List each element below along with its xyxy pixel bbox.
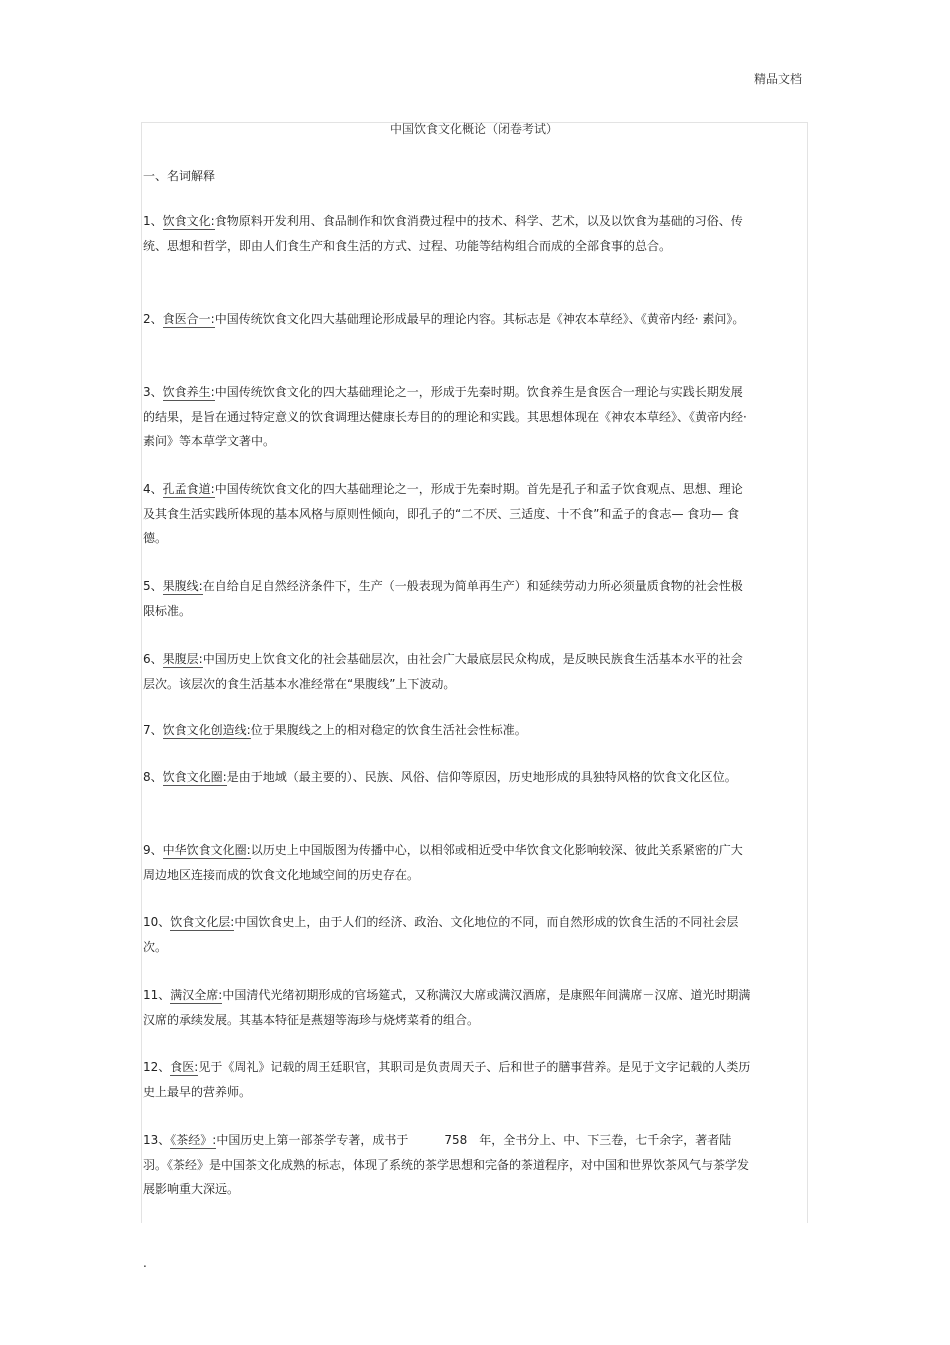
entry-text: 以历史上中国版图为传播中心，以相邻或相近受中华饮食文化影响较深、彼此关系紧密的广大周边地区连接而成的饮食文化地域空间的历史存在。: [143, 843, 743, 882]
entry-year: 758: [444, 1133, 468, 1147]
entry-number: 2、: [143, 312, 163, 326]
entry-number: 11、: [143, 988, 171, 1002]
entry-number: 4、: [143, 482, 163, 496]
entry-text: 中国传统饮食文化的四大基础理论之一，形成于先秦时期。首先是孔子和孟子饮食观点、思想、理论及其食生活实践所体现的基本风格与原则性倾向，即孔子的“二不厌、三适度、十不食”和孟子的食志— 食功— 食德。: [143, 482, 743, 545]
entry-text: 位于果腹线之上的相对稳定的饮食生活社会性标准。: [250, 723, 527, 737]
entry-9: [143, 838, 753, 887]
entry-10: [143, 910, 753, 959]
entry-5: [143, 574, 753, 623]
entry-term: 饮食文化:: [162, 214, 215, 228]
entry-text: 中国传统饮食文化四大基础理论形成最早的理论内容。其标志是《神农本草经》、《黄帝内经· 素问》。: [214, 312, 745, 326]
entry-term: 饮食文化层:: [170, 915, 235, 929]
entry-term: 孔孟食道:: [162, 482, 215, 496]
footer-mark: .: [143, 1256, 147, 1270]
entry-number: 7、: [143, 723, 163, 737]
entry-number: 5、: [143, 579, 163, 593]
header-label: 精品文档: [754, 72, 803, 86]
entry-8: [143, 765, 753, 790]
entry-text: 在自给自足自然经济条件下，生产（一般表现为简单再生产）和延续劳动力所必须量质食物的社会性极限标准。: [143, 579, 743, 618]
entry-3: [143, 380, 753, 454]
entry-number: 10、: [143, 915, 171, 929]
entry-text: 年，全书分上、中、下三卷，七千余字，著者陆羽。《茶经》是中国茶文化成熟的标志，体现了系统的茶学思想和完备的茶道程序，对中国和世界饮茶风气与茶学发展影响重大深远。: [143, 1133, 750, 1196]
entry-term: 《茶经》:: [170, 1133, 217, 1147]
entry-number: 13、: [143, 1133, 171, 1147]
entry-12: [143, 1055, 753, 1104]
entry-2: [143, 307, 753, 332]
entry-4: [143, 477, 753, 551]
entry-term: 满汉全席:: [170, 988, 223, 1002]
entry-number: 3、: [143, 385, 163, 399]
entry-text: 中国传统饮食文化的四大基础理论之一，形成于先秦时期。饮食养生是食医合一理论与实践长期发展的结果，是旨在通过特定意义的饮食调理达健康长寿目的的理论和实践。其思想体现在《神农本草经》、《黄帝内经· 素问》等本草学文著中。: [143, 385, 747, 448]
entry-text: 中国历史上饮食文化的社会基础层次，由社会广大最底层民众构成，是反映民族食生活基本水平的社会层次。该层次的食生活基本水准经常在“果腹线”上下波动。: [143, 652, 743, 691]
entry-term: 果腹层:: [162, 652, 203, 666]
entry-13: [143, 1128, 753, 1202]
entry-text: 中国清代光绪初期形成的官场筵式，又称满汉大席或满汉酒席，是康熙年间满席－汉席、道光时期满汉席的承续发展。其基本特征是燕翅等海珍与烧烤菜肴的组合。: [143, 988, 751, 1027]
entry-text: 见于《周礼》记载的周王廷职官，其职司是负责周天子、后和世子的膳事营养。是见于文字记载的人类历史上最早的营养师。: [143, 1060, 751, 1099]
entry-term: 饮食养生:: [162, 385, 215, 399]
entry-term: 食医合一:: [162, 312, 215, 326]
entry-term: 果腹线:: [162, 579, 203, 593]
entry-text: 中国饮食史上，由于人们的经济、政治、文化地位的不同，而自然形成的饮食生活的不同社会层次。: [143, 915, 739, 954]
entry-1: [143, 209, 753, 258]
document-title: 中国饮食文化概论（闭卷考试）: [389, 122, 558, 136]
entry-text: 是由于地域（最主要的）、民族、风俗、信仰等原因，历史地形成的具独特风格的饮食文化区位。: [226, 770, 737, 784]
entry-term: 饮食文化创造线:: [162, 723, 251, 737]
entry-term: 饮食文化圈:: [162, 770, 227, 784]
entry-6: [143, 647, 753, 696]
entry-number: 12、: [143, 1060, 171, 1074]
entry-11: [143, 983, 753, 1032]
section-heading: 一、名词解释: [143, 169, 216, 183]
entry-text: 食物原料开发利用、食品制作和饮食消费过程中的技术、科学、艺术，以及以饮食为基础的习俗、传统、思想和哲学，即由人们食生产和食生活的方式、过程、功能等结构组合而成的全部食事的总合。: [143, 214, 743, 253]
entry-number: 6、: [143, 652, 163, 666]
entry-number: 1、: [143, 214, 163, 228]
entry-text: 中国历史上第一部茶学专著，成书于: [216, 1133, 409, 1147]
entry-number: 8、: [143, 770, 163, 784]
entry-term: 中华饮食文化圈:: [162, 843, 251, 857]
entry-term: 食医:: [170, 1060, 199, 1074]
entry-7: [143, 718, 753, 743]
entry-number: 9、: [143, 843, 163, 857]
